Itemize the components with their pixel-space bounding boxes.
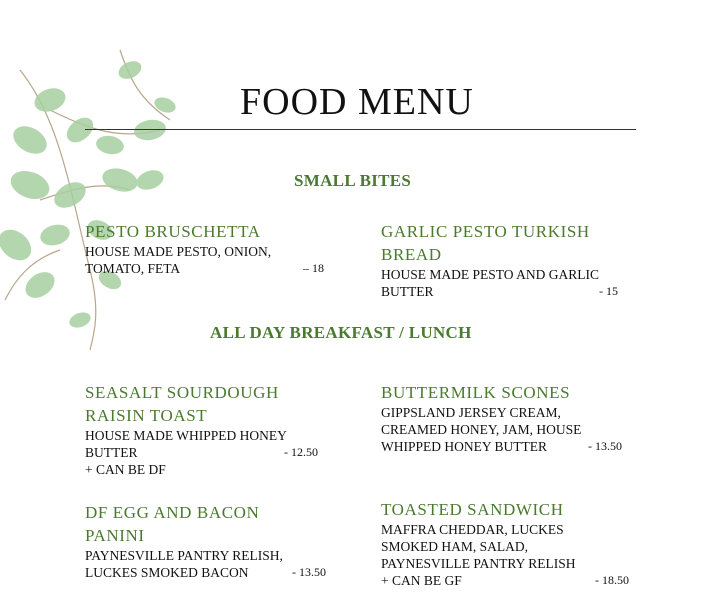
menu-item — [85, 220, 345, 277]
menu-item-description: GIPPSLAND JERSEY CREAM, CREAMED HONEY, JAM, HOUSE WHIPPED HONEY BUTTER - 13.50 — [381, 405, 622, 454]
menu-item — [381, 381, 651, 455]
menu-item-price: - 13.50 — [588, 439, 622, 453]
menu-item-name: SEASALT SOURDOUGH RAISIN TOAST — [85, 383, 279, 425]
menu-item-name: DF EGG AND BACON PANINI — [85, 503, 260, 545]
menu-item-description: PAYNESVILLE PANTRY RELISH, LUCKES SMOKED BACON - 13.50 — [85, 548, 326, 580]
menu-item-price: - 15 — [599, 284, 618, 298]
section-title-small-bites: SMALL BITES — [294, 171, 412, 190]
menu-item-price: – 18 — [303, 261, 324, 275]
title-divider — [85, 129, 636, 130]
menu-item-description: HOUSE MADE PESTO, ONION, TOMATO, FETA – 18 — [85, 244, 324, 276]
eucalyptus-leaves-decoration — [0, 30, 240, 360]
menu-item-price: - 12.50 — [284, 445, 318, 459]
page-title: FOOD MENU — [240, 81, 474, 123]
menu-item-name: TOASTED SANDWICH — [381, 500, 564, 519]
menu-item-description: MAFFRA CHEDDAR, LUCKES SMOKED HAM, SALAD, PAYNESVILLE PANTRY RELISH + CAN BE GF - 18.50 — [381, 522, 629, 588]
menu-item-name: GARLIC PESTO TURKISH BREAD — [381, 222, 590, 264]
menu-item-price: - 18.50 — [595, 573, 629, 587]
menu-item — [85, 381, 355, 478]
menu-item-name: BUTTERMILK SCONES — [381, 383, 571, 402]
menu-item-description: HOUSE MADE PESTO AND GARLIC BUTTER - 15 — [381, 267, 618, 299]
section-title-all-day: ALL DAY BREAKFAST / LUNCH — [210, 323, 472, 342]
menu-item-price: - 13.50 — [292, 565, 326, 579]
menu-item-name: PESTO BRUSCHETTA — [85, 222, 261, 241]
menu-item-description: HOUSE MADE WHIPPED HONEY BUTTER - 12.50 + CAN BE DF — [85, 428, 318, 477]
menu-item — [381, 498, 651, 589]
menu-item — [381, 220, 651, 300]
menu-item — [85, 501, 355, 581]
